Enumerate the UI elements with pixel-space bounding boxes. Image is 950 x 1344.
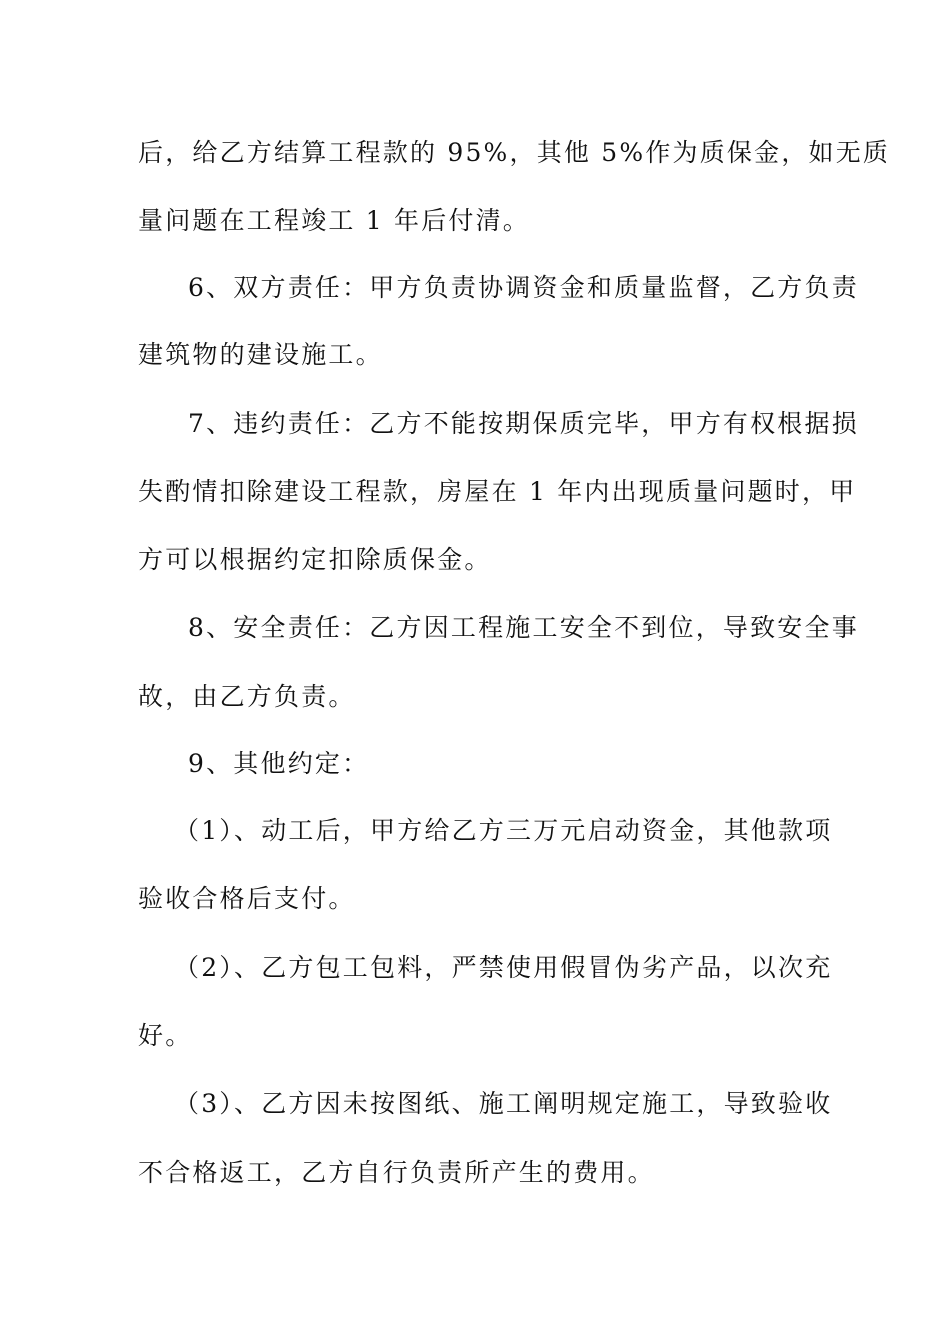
- text-line: 后，给乙方结算工程款的 95%，其他 5%作为质保金，如无质: [138, 138, 891, 167]
- section-7-heading-line: 7、违约责任：乙方不能按期保质完毕，甲方有权根据损: [188, 409, 859, 438]
- text-line: 验收合格后支付。: [138, 884, 356, 913]
- section-9-heading-line: 9、其他约定：: [188, 749, 370, 778]
- text-line: 量问题在工程竣工 1 年后付清。: [138, 206, 531, 235]
- subitem-1-line: （1）、动工后，甲方给乙方三万元启动资金，其他款项: [174, 816, 833, 845]
- subitem-3-line: （3）、乙方因未按图纸、施工阐明规定施工，导致验收: [174, 1089, 833, 1118]
- text-line: 方可以根据约定扣除质保金。: [138, 545, 492, 574]
- subitem-2-line: （2）、乙方包工包料，严禁使用假冒伪劣产品，以次充: [174, 953, 833, 982]
- text-line: 好。: [138, 1021, 193, 1050]
- section-8-heading-line: 8、安全责任：乙方因工程施工安全不到位，导致安全事: [188, 613, 859, 642]
- text-line: 不合格返工，乙方自行负责所产生的费用。: [138, 1158, 655, 1187]
- text-line: 故，由乙方负责。: [138, 682, 356, 711]
- text-line: 失酌情扣除建设工程款，房屋在 1 年内出现质量问题时，甲: [138, 477, 857, 506]
- section-6-heading-line: 6、双方责任：甲方负责协调资金和质量监督，乙方负责: [188, 273, 859, 302]
- text-line: 建筑物的建设施工。: [138, 340, 383, 369]
